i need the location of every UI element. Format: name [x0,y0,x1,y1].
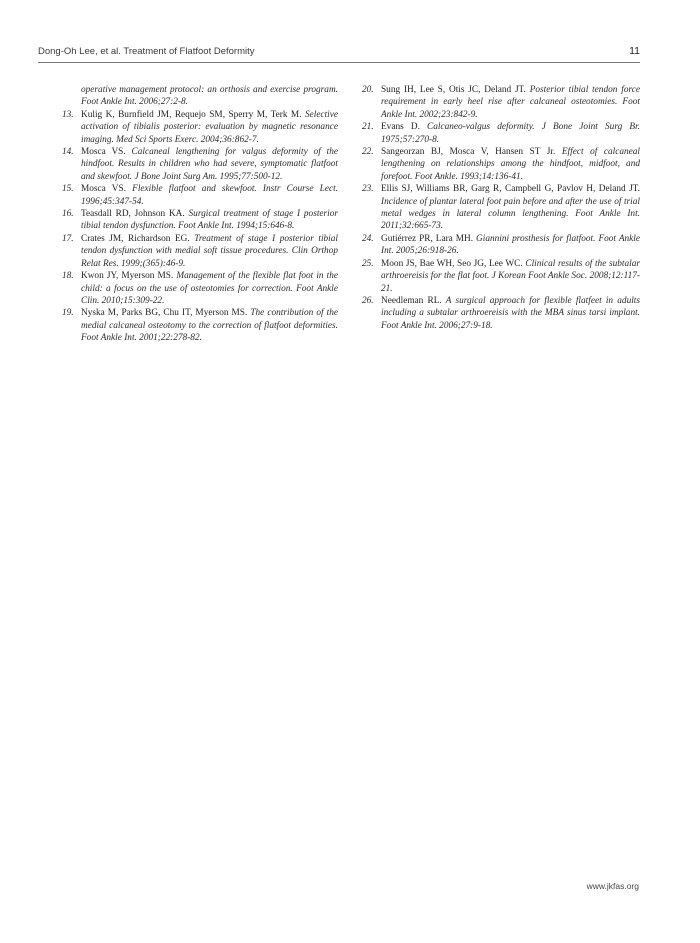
reference-item [62,183,338,208]
journal-url: www.jkfas.org [586,881,639,891]
reference-item [62,146,338,183]
reference-citation: Flexible flatfoot and skewfoot. Instr Course Lect. 1996;45:347-54. [81,184,338,207]
reference-authors: Sung IH, Lee S, Otis JC, Deland JT. [381,85,526,95]
reference-number: 24. [362,233,374,244]
reference-authors: Sangeorzan BJ, Mosca V, Hansen ST Jr. [381,147,556,158]
reference-continuation: operative management protocol: an orthosis and exercise program. Foot Ankle Int. 2006;27:2-8. [81,85,338,108]
reference-number: 20. [362,85,374,95]
reference-authors: Needleman RL. [381,295,442,306]
reference-item [362,183,640,233]
reference-item [362,146,640,183]
reference-authors: Moon JS, Bae WH, Seo JG, Lee WC. [381,258,523,269]
reference-number: 21. [362,122,374,133]
reference-citation: Treatment of stage I posterior tibial tendon dysfunction with medial soft tissue procedures. Clin Orthop Relat Res. 1999;(365):46-9. [81,233,338,269]
reference-authors: Teasdall RD, Johnson KA. [81,209,185,220]
reference-citation: Posterior tibial tendon force requirement in early heel rise after calcaneal osteotomies. Foot Ankle Int. 2002;23:842-9. [381,85,640,120]
reference-item [362,258,640,295]
reference-item [362,121,640,146]
reference-item [362,233,640,258]
reference-item [62,270,338,307]
page-number: 11 [629,45,640,57]
reference-citation: Giannini prosthesis for flatfoot. Foot Ankle Int. 2005;26:918-26. [381,233,640,257]
reference-authors: Mosca VS. [81,184,126,195]
reference-citation: Clinical results of the subtalar arthroereisis for the flat foot. J Korean Foot Ankle Soc. 2008;12:117-21. [381,258,640,294]
reference-item [362,84,640,121]
reference-number: 25. [362,258,374,269]
reference-citation: The contribution of the medial calcaneal osteotomy to the correction of flatfoot deformities. Foot Ankle Int. 2001;22:278-82. [81,308,338,344]
header-rule [38,62,640,63]
reference-number: 16. [62,209,74,220]
reference-column-right [362,84,640,332]
reference-citation: Surgical treatment of stage I posterior tibial tendon dysfunction. Foot Ankle Int. 1994;15:646-8. [81,209,338,232]
reference-citation: Selective activation of tibialis posterior: evaluation by magnetic resonance imaging. Med Sci Sports Exerc. 2004;36:862-7. [81,109,338,145]
reference-citation: A surgical approach for flexible flatfeet in adults including a subtalar arthroereisis with the MBA sinus tarsi implant. Foot Ankle Int. 2006;27:9-18. [381,295,641,331]
reference-number: 18. [62,271,74,282]
reference-citation: Management of the flexible flat foot in the child: a focus on the use of osteotomies for correction. Foot Ankle Clin. 2010;15:309-22. [81,271,339,306]
reference-authors: Evans D. [381,122,420,133]
reference-item [62,233,338,270]
reference-item [62,109,338,146]
reference-citation: Incidence of plantar lateral foot pain before and after the use of trial metal wedges in lateral column lengthening. Foot Ankle Int. 2011;32:665-73. [381,196,640,232]
reference-authors: Gutiérrez PR, Lara MH. [381,233,474,244]
reference-number: 17. [62,233,74,244]
reference-citation: Calcaneal lengthening for valgus deformity of the hindfoot. Results in children who had severe, symptomatic flatfoot and skewfoot. J Bone Joint Surg Am. 1995;77:500-12. [81,147,338,182]
reference-authors: Mosca VS. [81,147,126,158]
reference-number: 19. [62,308,74,319]
reference-number: 14. [62,147,74,158]
reference-authors: Ellis SJ, Williams BR, Garg R, Campbell G, Pavlov H, Deland JT. [381,184,640,195]
reference-number: 22. [362,147,374,158]
reference-citation: Calcaneo-valgus deformity. J Bone Joint Surg Br. 1975;57:270-8. [381,122,640,145]
reference-number: 15. [62,184,74,195]
reference-authors: Nyska M, Parks BG, Chu IT, Myerson MS. [81,308,248,319]
reference-column-left [62,84,338,345]
reference-number: 26. [362,295,374,306]
reference-item [362,295,640,332]
reference-item [62,307,338,344]
reference-item [62,208,338,233]
reference-citation: Effect of calcaneal lengthening on relationships among the hindfoot, midfoot, and forefoot. Foot Ankle. 1993;14:136-41. [381,147,640,182]
reference-authors: Crates JM, Richardson EG. [81,233,190,244]
reference-number: 13. [62,109,74,120]
reference-authors: Kulig K, Burnfield JM, Requejo SM, Sperry M, Terk M. [81,109,302,120]
reference-number: 23. [362,184,374,195]
reference-authors: Kwon JY, Myerson MS. [81,271,174,282]
running-title: Dong-Oh Lee, et al. Treatment of Flatfoot Deformity [38,46,255,57]
